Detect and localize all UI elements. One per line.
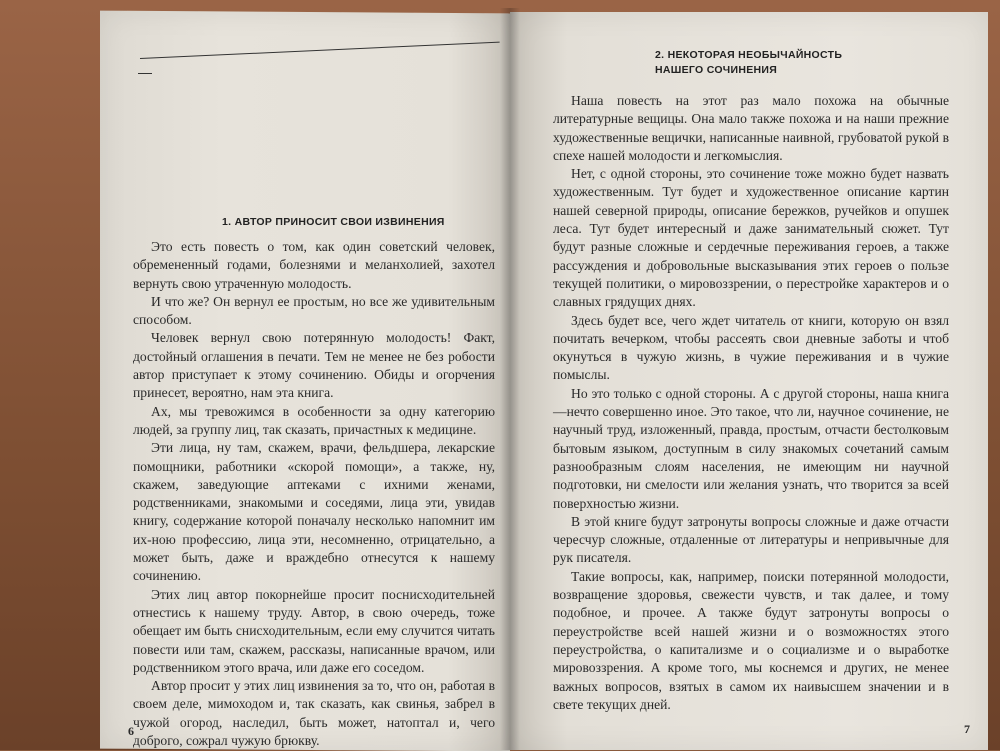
heading-line: НАШЕГО СОЧИНЕНИЯ — [655, 64, 778, 76]
left-page-text — [133, 238, 495, 750]
book-gutter — [500, 8, 520, 750]
right-page-text — [553, 92, 949, 714]
paragraph: В этой книге будут затронуты вопросы сложные и даже отчасти чересчур сложные, отдаленные от литературы и непривычные для рук писателя. — [553, 513, 949, 566]
paragraph: Это есть повесть о том, как один советский человек, обремененный годами, болезнями и меланхолией, захотел вернуть свою утраченную молодость. — [133, 239, 495, 291]
page-number-right: 7 — [964, 722, 970, 736]
page-number-left: 6 — [128, 724, 134, 738]
paragraph: Наша повесть на этот раз мало похожа на обычные литературные вещицы. Она мало также похожа и на наши прежние художественные вещички, написанные наивной, грубоватой рукой в спехе нашей молодости и легкомыслия. — [553, 93, 949, 163]
paragraph: Эти лица, ну там, скажем, врачи, фельдшера, лекарские помощники, работники «скорой помощи», а также, ну, скажем, заведующие аптеками с ихними женами, родственниками, знакомыми и соседями, лица эти, увидав книгу, содержание которой поначалу несколько напомнит им их-ною профессию, лица эти, несомненно, отрицательно, а может быть, даже и враждебно отнесутся к нашему сочинению. — [133, 440, 495, 584]
chapter-heading-1: 1. АВТОР ПРИНОСИТ СВОИ ИЗВИНЕНИЯ — [222, 216, 445, 228]
header-dash — [138, 73, 152, 74]
paragraph: И что же? Он вернул ее простым, но все же удивительным способом. — [133, 293, 495, 328]
paragraph: Ах, мы тревожимся в особенности за одну категорию людей, за группу лиц, так сказать, причастных к медицине. — [133, 403, 495, 437]
paragraph: Автор просит у этих лиц извинения за то, что он, работая в своем деле, мимоходом и, так сказать, как свинья, забрел в чужой огород, наследил, быть может, натоптал и, чего доброго, сожрал чужую брюкву. — [133, 678, 495, 749]
paragraph: Человек вернул свою потерянную молодость! Факт, достойный оглашения в печати. Тем не менее не без робости автор приступает к этому сочинению. Обиды и огорчения принесет, вероятно, нам эта книга. — [133, 330, 495, 401]
paragraph: Но это только с одной стороны. А с другой стороны, наша книга—нечто совершенно иное. Это такое, что ли, научное сочинение, не научный труд, изложенный, правда, простым, отчасти бестолковым бытовым языком, доступным в силу знакомых сочетаний самым разнообразным слоям населения, не имеющим ни научной подготовки, ни смелости или желания узнать, что творится за всей поверхностью жизни. — [553, 385, 949, 511]
heading-line: 2. НЕКОТОРАЯ НЕОБЫЧАЙНОСТЬ — [655, 49, 843, 61]
paragraph: Нет, с одной стороны, это сочинение тоже можно будет назвать художественным. Тут будет и художественное описание картин нашей северной природы, описание бережков, ручейков и опушек леса. Тут будет интересный и даже занимательный сюжет. Тут будут разные сложные и сердечные переживания героев, а также рассуждения и добровольные высказывания этих героев о пользе текущей политики, о мировоззрении, о перестройке характеров и о славных грядущих днях. — [553, 166, 949, 310]
paragraph: Этих лиц автор покорнейше просит поснисходительней отнестись к нашему труду. Автор, в свою очередь, тоже обещает им быть снисходительным, если ему случится читать повести или там, скажем, рассказы, написанные врачом, или родственником этого врача, или даже его соседом. — [133, 586, 495, 675]
paragraph: Здесь будет все, чего ждет читатель от книги, которую он взял почитать вечерком, чтобы рассеять свои дневные заботы и чтоб окунуться в чужую жизнь, в чужие переживания и в чужие помыслы. — [553, 312, 949, 383]
chapter-heading-2 — [655, 48, 842, 78]
paragraph: Такие вопросы, как, например, поиски потерянной молодости, возвращение здоровья, свежести чувств, и так далее, и тому подобное, и прочее. А также будут затронуты вопросы о переустройстве всей нашей жизни и о возможностях этого переустройства, о капитализме и о социализме и о выработке мировоззрения. А кроме того, мы коснемся и других, не менее важных вопросов, взятых в самом их наивысшем значении и в свете текущих дней. — [553, 568, 949, 712]
